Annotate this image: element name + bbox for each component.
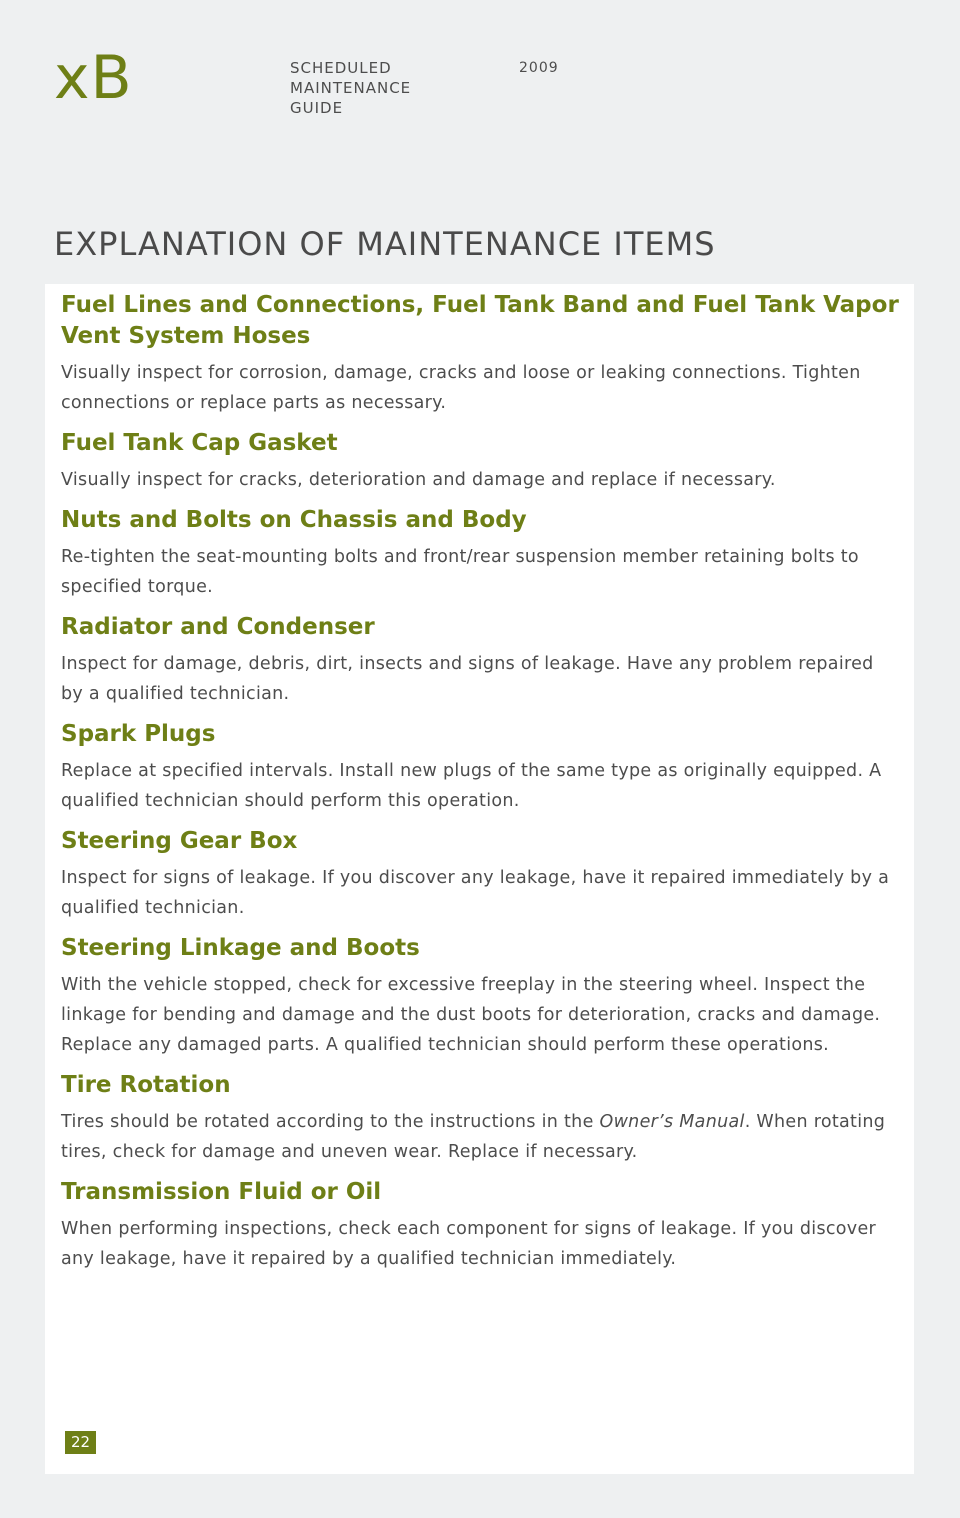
- guide-title-line-2: MAINTENANCE: [290, 79, 412, 97]
- guide-title-line-3: GUIDE: [290, 99, 344, 117]
- item-body: With the vehicle stopped, check for excessive freeplay in the steering wheel. Inspect the linkage for bending and damage and the dust boots for deterioration, cracks and damage. Replace any damaged parts. A qualified technician should perform these operations.: [61, 975, 881, 1055]
- item-title: Radiator and Condenser: [61, 614, 375, 640]
- maintenance-item: [61, 290, 901, 418]
- item-body-text: Tires should be rotated according to the instructions in the: [61, 1112, 600, 1132]
- section-heading: EXPLANATION OF MAINTENANCE ITEMS: [54, 225, 716, 263]
- maintenance-item: [61, 1070, 901, 1167]
- page-number-badge: 22: [65, 1431, 96, 1454]
- guide-title-line-1: SCHEDULED: [290, 59, 392, 77]
- item-body: Inspect for damage, debris, dirt, insects and signs of leakage. Have any problem repaired by a qualified technician.: [61, 654, 874, 704]
- item-title: Spark Plugs: [61, 721, 216, 747]
- owners-manual-reference: Owner’s Manual: [599, 1112, 745, 1132]
- maintenance-item: [61, 612, 901, 709]
- item-body: Re-tighten the seat-mounting bolts and front/rear suspension member retaining bolts to specified torque.: [61, 547, 859, 597]
- guide-title: [290, 58, 411, 118]
- content-panel: [45, 284, 914, 1474]
- maintenance-item: [61, 428, 901, 495]
- item-title: Steering Gear Box: [61, 828, 298, 854]
- maintenance-item: [61, 719, 901, 816]
- item-title: Fuel Tank Cap Gasket: [61, 430, 338, 456]
- item-title: Fuel Lines and Connections, Fuel Tank Band and Fuel Tank Vapor Vent System Hoses: [61, 292, 899, 349]
- item-body: [61, 1107, 901, 1167]
- item-body: Visually inspect for cracks, deterioration and damage and replace if necessary.: [61, 470, 776, 490]
- maintenance-item: [61, 933, 901, 1060]
- item-title: Tire Rotation: [61, 1072, 231, 1098]
- item-body: Inspect for signs of leakage. If you discover any leakage, have it repaired immediately by a qualified technician.: [61, 868, 890, 918]
- item-body: Replace at specified intervals. Install new plugs of the same type as originally equipped. A qualified technician should perform this operation.: [61, 761, 882, 811]
- maintenance-items-list: [61, 290, 901, 1284]
- item-body: When performing inspections, check each component for signs of leakage. If you discover any leakage, have it repaired by a qualified technician immediately.: [61, 1219, 877, 1269]
- item-title: Transmission Fluid or Oil: [61, 1179, 382, 1205]
- maintenance-item: [61, 1177, 901, 1274]
- item-title: Steering Linkage and Boots: [61, 935, 420, 961]
- item-body-text: . When rotating tires, check for damage and uneven wear. Replace if necessary.: [61, 1112, 886, 1162]
- xb-logo: xB: [54, 43, 133, 113]
- item-title: Nuts and Bolts on Chassis and Body: [61, 507, 527, 533]
- maintenance-item: [61, 826, 901, 923]
- item-body: Visually inspect for corrosion, damage, cracks and loose or leaking connections. Tighten connections or replace parts as necessary.: [61, 363, 861, 413]
- maintenance-item: [61, 505, 901, 602]
- model-year: 2009: [519, 60, 559, 76]
